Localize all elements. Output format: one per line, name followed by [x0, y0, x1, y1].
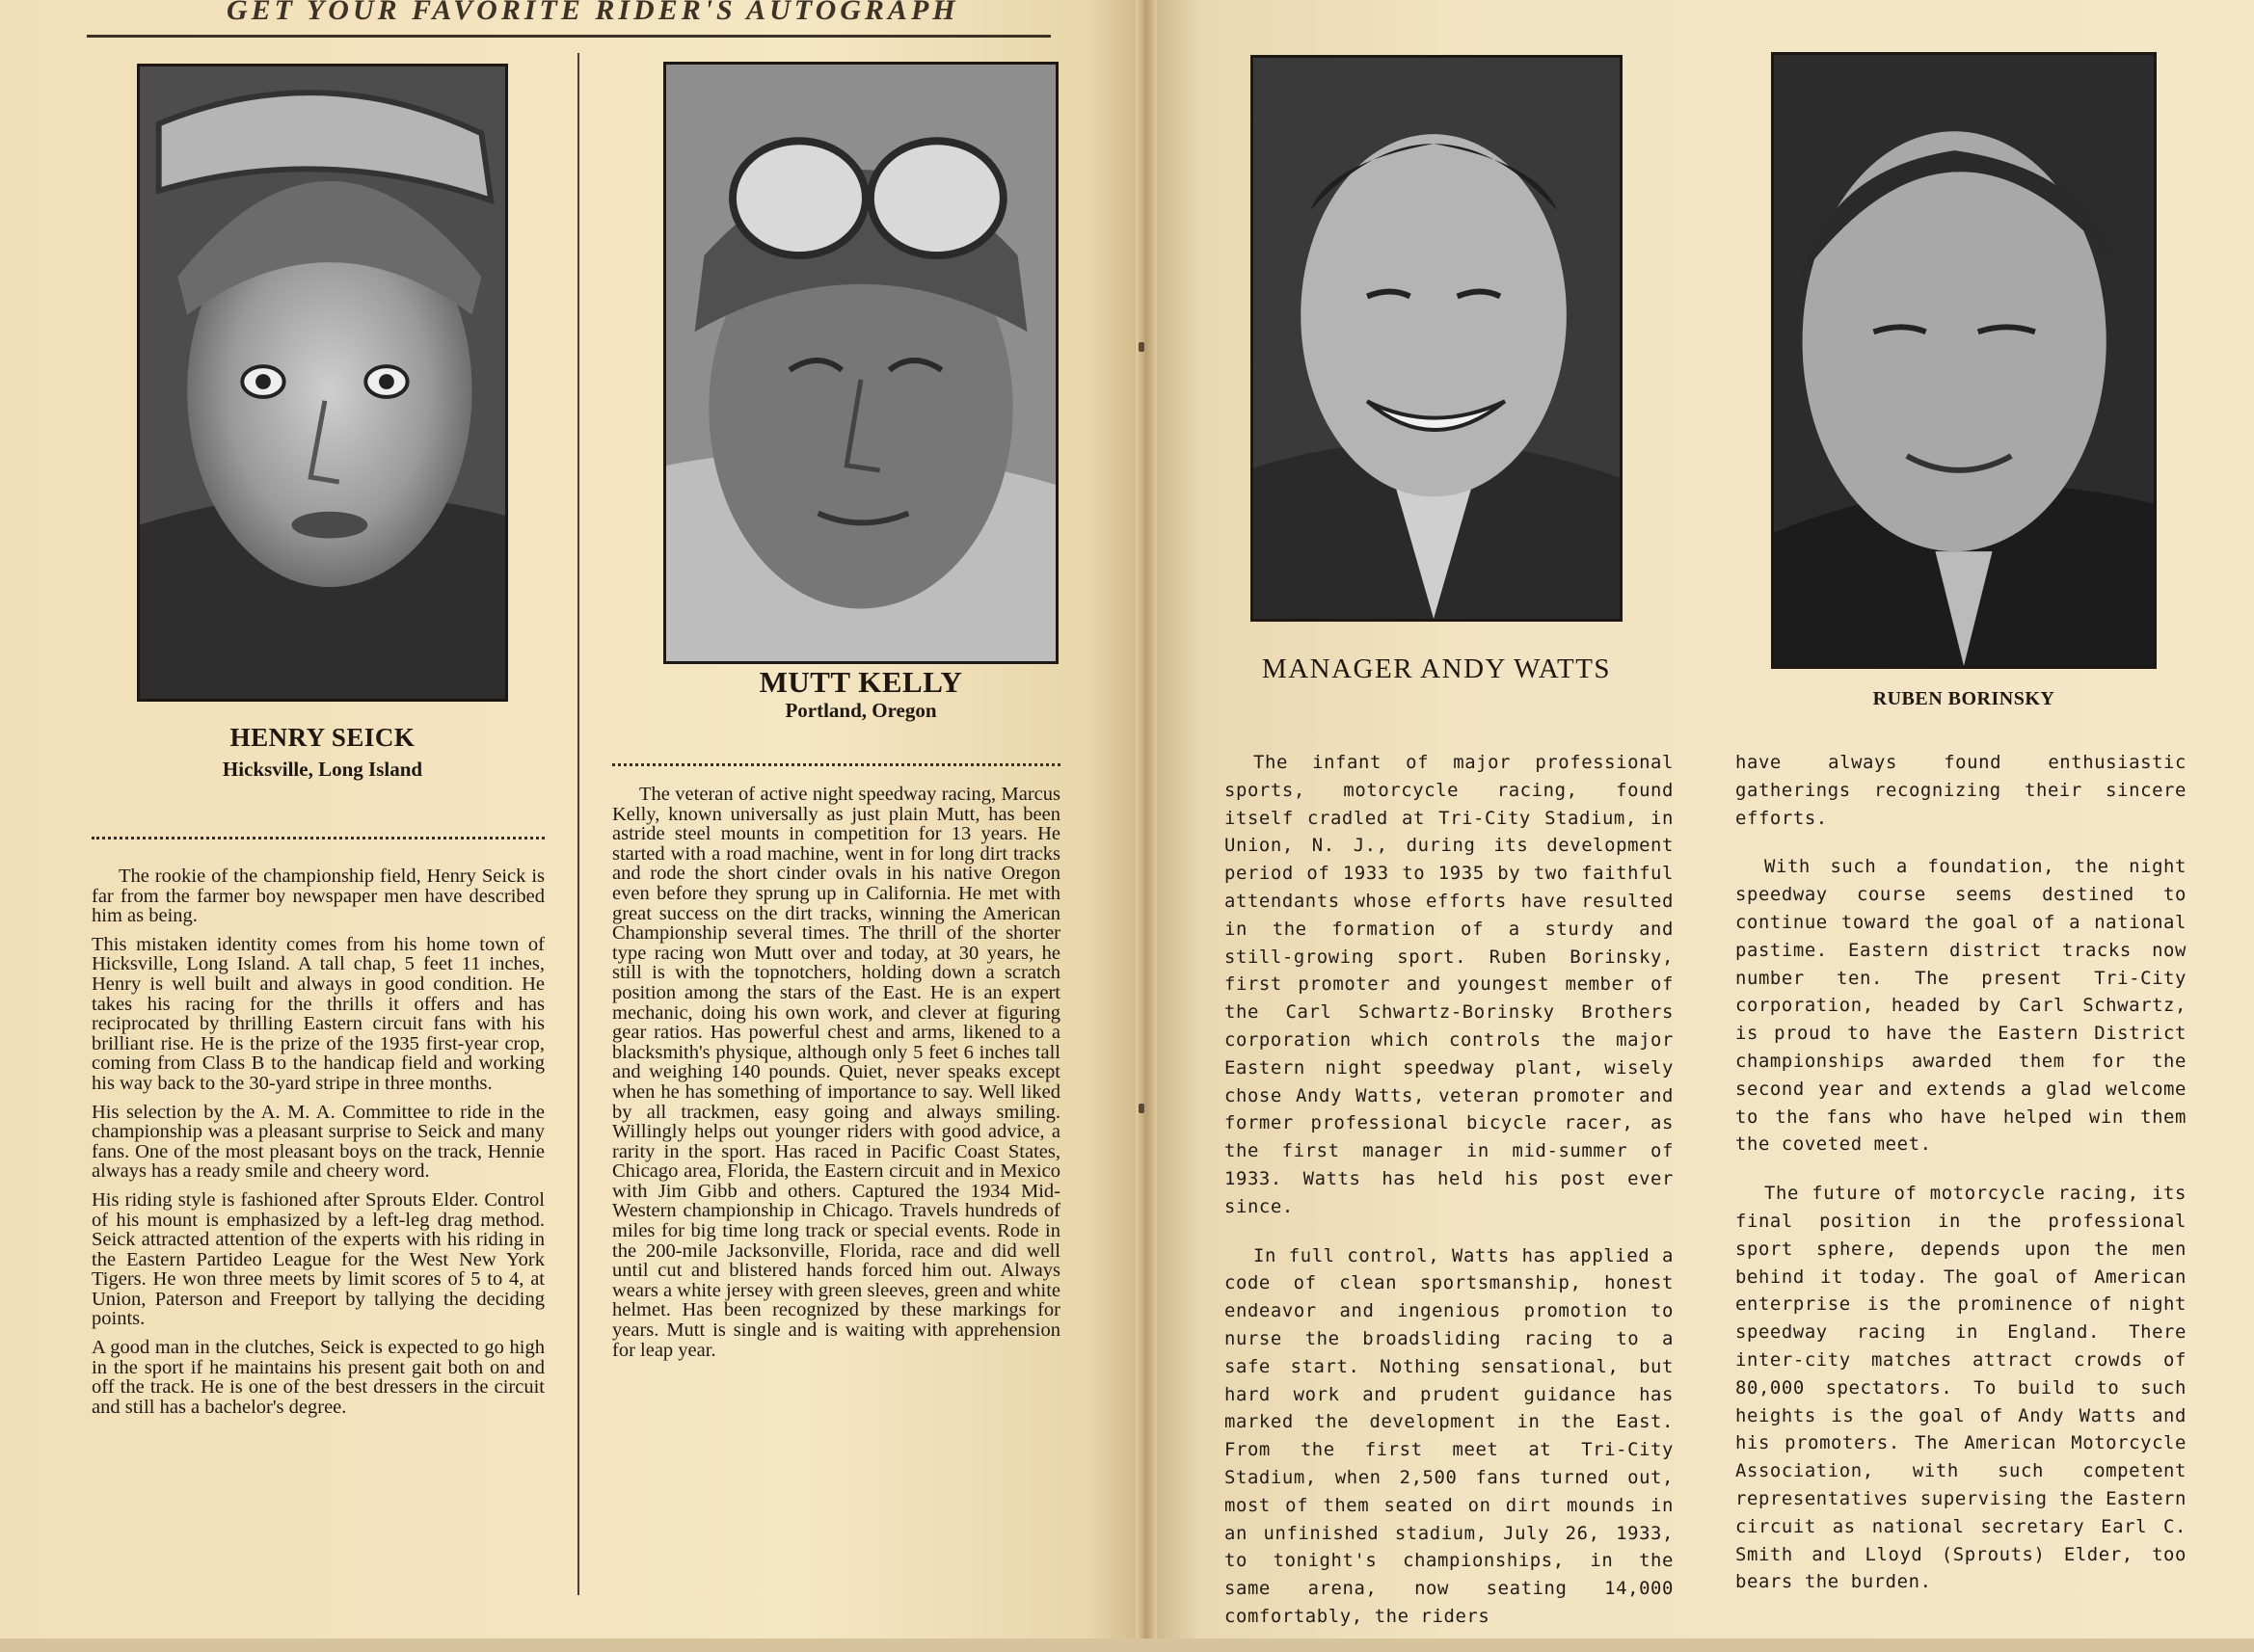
henry-seick-photo [137, 64, 508, 702]
dotted-rule [92, 837, 545, 839]
bio-paragraph: His riding style is fashioned after Sprouts Elder. Control of his mount is emphasized by a left-leg drag method. Seick attracted attention of the experts with his riding in the Eastern Partideo League for the West New York Tigers. He won three meets by limit scores of 5 to 4, at Union, Paterson and Freeport by tallying the deciding points. [92, 1188, 545, 1330]
bio-paragraph: This mistaken identity comes from his home town of Hicksville, Long Island. A tall chap, 5 feet 11 inches, Henry is well built and always in good condition. He takes his racing for the thrills it offers and has reciprocated by thrilling Eastern circuit fans with his brilliant rise. He is the prize of the 1935 first-year crop, coming from Class B to the handicap field and working his way back to the 30-yard stripe in three months. [92, 933, 545, 1094]
rider-hometown: Hicksville, Long Island [222, 758, 423, 781]
rider-hometown: Portland, Oregon [785, 699, 937, 722]
staple [1139, 342, 1144, 352]
manager-caption: MANAGER ANDY WATTS [1261, 653, 1612, 684]
banner-rule [87, 35, 1051, 38]
column-divider [577, 53, 579, 1595]
speedway-article-col1 [1224, 749, 1674, 1652]
mutt-kelly-photo [663, 62, 1059, 664]
article-paragraph: In full control, Watts has applied a code of clean sportsmanship, honest endeavor and ingenious promotion to nurse the broadsliding racing to a safe start. Nothing sensational, but hard work and prudent guidance has marked the development in the East. From the first meet at Tri-City Stadium, when 2,500 fans turned out, most of them seated on dirt mounds in an unfinished stadium, July 26, 1933, to tonight's championships, in the same arena, now seating 14,000 comfortably, the riders [1224, 1244, 1674, 1627]
rider-name: HENRY SEICK [229, 723, 416, 752]
book-gutter [1136, 0, 1157, 1639]
bio-paragraph: The veteran of active night speedway racing, Marcus Kelly, known universally as just plain Mutt, has been astride steel mounts in competition for 13 years. He started with a road machine, went in for long dirt tracks and rode the short cinder ovals in his native Oregon even before they sprung up in California. He met with great success on the dirt tracks, winning the American Championship several times. The thrill of the shorter type racing won Mutt over and today, at 30 years, he still is with the topnotchers, holding down a scratch position among the stars of the East. He is an expert mechanic, doing his own work, and clever at figuring gear ratios. Has powerful chest and arms, likened to a blacksmith's physique, although only 5 feet 6 inches tall and weighing 140 pounds. Quiet, never speaks except when he has something of importance to say. Well liked by all trackmen, easy going and always smiling. Willingly helps out younger riders with good advice, a rarity in the sport. Has raced in Pacific Coast States, Chicago area, Florida, the Eastern circuit and in Mexico with Jim Gibb and others. Captured the 1934 Mid-Western championship in Chicago. Travels hundreds of miles for big time long track or special events. Rode in the 200-mile Jacksonville, Florida, race and did well until cut and blistered hands forced him out. Always wears a white jersey with green sleeves, green and white helmet. Has been recognized by these markings for years. Mutt is single and is waiting with apprehension for leap year. [612, 784, 1060, 1361]
article-paragraph: have always found enthusiastic gatherings recognizing their sincere efforts. [1735, 752, 2187, 829]
henry-seick-bio [92, 866, 545, 1426]
staple [1139, 1104, 1144, 1113]
bio-paragraph: The rookie of the championship field, Henry Seick is far from the farmer boy newspaper men have described him as being. [92, 866, 545, 927]
page-banner: GET YOUR FAVORITE RIDER'S AUTOGRAPH [227, 0, 959, 26]
bio-paragraph: His selection by the A. M. A. Committee to ride in the championship was a pleasant surprise to Seick and many fans. One of the most pleasant boys on the track, Hennie always has a ready smile and cheery word. [92, 1101, 545, 1183]
mutt-kelly-bio [612, 785, 1060, 1369]
promoter-caption: RUBEN BORINSKY [1872, 688, 2055, 709]
speedway-article-col2 [1735, 749, 2187, 1617]
rider-name: MUTT KELLY [759, 665, 963, 699]
bio-paragraph: A good man in the clutches, Seick is expected to go high in the sport if he maintains his present gait both on and off the track. He is one of the best dressers in the circuit and still has a bachelor's degree. [92, 1337, 545, 1418]
andy-watts-photo [1250, 55, 1623, 622]
ruben-borinsky-photo [1771, 52, 2157, 669]
article-paragraph: With such a foundation, the night speedway course seems destined to continue toward the goal of a national pastime. Eastern district tracks now number ten. The present Tri-City corporation, headed by Carl Schwartz, is proud to have the Eastern District championships awarded them for the second year and extends a glad welcome to the fans who have helped win them the coveted meet. [1735, 856, 2187, 1156]
article-paragraph: The future of motorcycle racing, its final position in the professional sport sphere, depends upon the men behind it today. The goal of American enterprise is the prominence of night speedway racing in England. There inter-city matches attract crowds of 80,000 spectators. To build to such heights is the goal of Andy Watts and his promoters. The American Motorcycle Association, with such competent representatives supervising the Eastern circuit as national secretary Earl C. Smith and Lloyd (Sprouts) Elder, too bears the burden. [1735, 1183, 2187, 1593]
dotted-rule [612, 763, 1060, 766]
article-paragraph: The infant of major professional sports, motorcycle racing, found itself cradled at Tri-City Stadium, in Union, N. J., during its development period of 1933 to 1935 by two faithful attendants whose efforts have resulted in the formation of a sturdy and still-growing sport. Ruben Borinsky, first promoter and youngest member of the Carl Schwartz-Borinsky Brothers corporation which controls the major Eastern night speedway plant, wisely chose Andy Watts, veteran promoter and former professional bicycle racer, as the first manager in mid-summer of 1933. Watts has held his post ever since. [1224, 752, 1674, 1217]
